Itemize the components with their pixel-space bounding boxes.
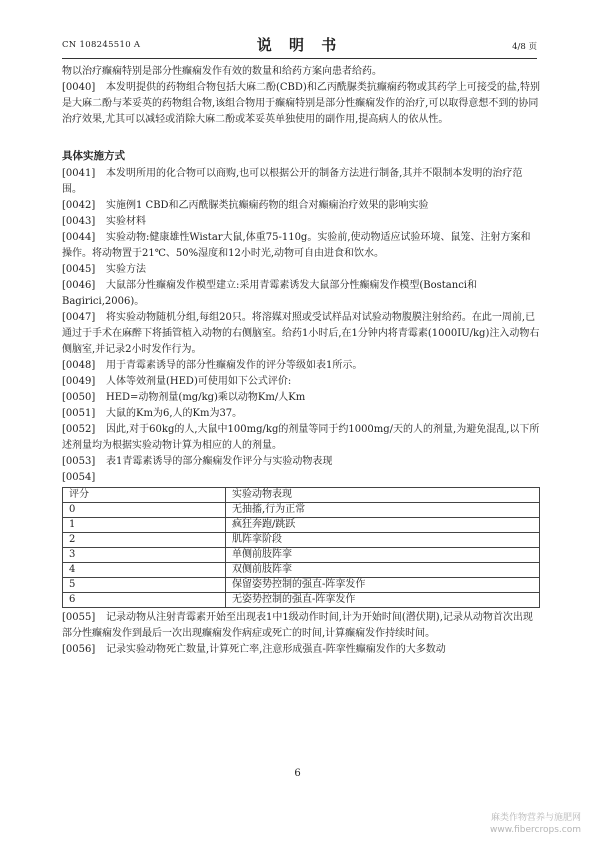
paragraph-number: [0056] xyxy=(62,644,96,655)
paragraph-text: 记录动物从注射青霉素开始至出现表1中1级动作时间,计为开始时间(潜伏期),记录从动物首次出现部分性癫痫发作到最后一次出现癫痫发作病症或死亡的时间,计算癫痫发作持续时间。 xyxy=(62,612,533,639)
table-cell: 1 xyxy=(63,518,226,533)
table-cell: 双侧前肢阵挛 xyxy=(226,563,540,578)
paragraph-number: [0052] xyxy=(62,424,96,435)
paragraph xyxy=(62,278,540,310)
table-row xyxy=(63,578,540,593)
paragraph-text: 大鼠的Km为6,人的Km为37。 xyxy=(106,408,243,419)
paragraph-block-recording xyxy=(62,610,540,658)
paragraph xyxy=(62,64,540,80)
paragraph-text: 记录实验动物死亡数量,计算死亡率,注意形成强直-阵挛性癫痫发作的大多数动 xyxy=(106,644,446,655)
paragraph-text: 表1青霉素诱导的部分癫痫发作评分与实验动物表现 xyxy=(106,456,333,467)
paragraph-text: 将实验动物随机分组,每组20只。将溶媒对照或受试样品对试验动物腹膜注射给药。在此一周前,已通过于手术在麻醉下将插管植入动物的右侧脑室。给药1小时后,在1分钟内将青霉素(1000IU/kg)注入动物右侧脑室,并记录2小时发作行为。 xyxy=(62,312,540,355)
paragraph-number: [0055] xyxy=(62,612,96,623)
paragraph-text: 物以治疗癫痫特别是部分性癫痫发作有效的数量和给药方案向患者给药。 xyxy=(62,66,382,77)
page-header xyxy=(62,34,537,54)
paragraph-number: [0041] xyxy=(62,168,96,179)
paragraph xyxy=(62,214,540,230)
header-rule xyxy=(62,58,537,59)
table-cell: 保留姿势控制的强直-阵挛发作 xyxy=(226,578,540,593)
paragraph-text: 用于青霉素诱导的部分性癫痫发作的评分等级如表1所示。 xyxy=(106,360,363,371)
paragraph xyxy=(62,80,540,128)
paragraph-block-methods xyxy=(62,166,540,486)
document-number: CN 108245510 A xyxy=(62,40,141,50)
paragraph-number: [0047] xyxy=(62,312,96,323)
paragraph xyxy=(62,166,540,198)
paragraph-text: 实施例1 CBD和乙丙酰脲类抗癫痫药物的组合对癫痫治疗效果的影响实验 xyxy=(106,200,429,211)
paragraph xyxy=(62,390,540,406)
watermark-url: www.fibercrops.com xyxy=(490,825,581,835)
paragraph-text: 实验动物:健康雄性Wistar大鼠,体重75-110g。实验前,使动物适应试验环境、鼠笼、注射方案和操作。将动物置于21℃、50%湿度和12小时光,动物可自由进食和饮水。 xyxy=(62,232,531,259)
paragraph xyxy=(62,470,540,486)
table-header-row xyxy=(63,488,540,503)
watermark-line: 麻类作物营养与施肥网 xyxy=(490,813,581,823)
section-title: 具体实施方式 xyxy=(62,150,125,162)
paragraph xyxy=(62,610,540,642)
paragraph-text: 本发明所用的化合物可以商购,也可以根据公开的制备方法进行制备,其并不限制本发明的治疗范围。 xyxy=(62,168,523,195)
paragraph xyxy=(62,310,540,358)
paragraph xyxy=(62,642,540,658)
paragraph xyxy=(62,198,540,214)
table-cell: 无抽搐,行为正常 xyxy=(226,503,540,518)
paragraph xyxy=(62,422,540,454)
paragraph-text: 因此,对于60kg的人,大鼠中100mg/kg的剂量等同于约1000mg/天的人的剂量,为避免混乱,以下所述剂量均为根据实验动物计算为相应的人的剂量。 xyxy=(62,424,540,451)
table-cell: 6 xyxy=(63,593,226,608)
paragraph-number: [0051] xyxy=(62,408,96,419)
table-row xyxy=(63,563,540,578)
paragraph-number: [0054] xyxy=(62,472,96,483)
table-cell: 单侧前肢阵挛 xyxy=(226,548,540,563)
watermark xyxy=(490,812,581,836)
paragraph-number: [0045] xyxy=(62,264,96,275)
paragraph-number: [0050] xyxy=(62,392,96,403)
paragraph-number: [0046] xyxy=(62,280,96,291)
table-row xyxy=(63,548,540,563)
paragraph xyxy=(62,358,540,374)
table-cell: 疯狂奔跑/跳跃 xyxy=(226,518,540,533)
scoring-table xyxy=(62,487,540,608)
paragraph-number: [0042] xyxy=(62,200,96,211)
paragraph-number: [0048] xyxy=(62,360,96,371)
table-cell: 4 xyxy=(63,563,226,578)
paragraph-number: [0040] xyxy=(62,82,96,93)
paragraph-text: 大鼠部分性癫痫发作模型建立:采用青霉素诱发大鼠部分性癫痫发作模型(Bostanci和Bagirici,2006)。 xyxy=(62,280,477,307)
table-row xyxy=(63,533,540,548)
paragraph xyxy=(62,262,540,278)
table-header-cell: 评分 xyxy=(63,488,226,503)
document-title: 说 明 书 xyxy=(256,36,343,54)
table-cell: 无姿势控制的强直-阵挛发作 xyxy=(226,593,540,608)
paragraph-text: HED=动物剂量(mg/kg)乘以动物Km/人Km xyxy=(106,392,306,403)
paragraph-block-intro xyxy=(62,64,540,128)
table-cell: 5 xyxy=(63,578,226,593)
table-cell: 3 xyxy=(63,548,226,563)
page-number: 6 xyxy=(294,768,301,779)
table-row xyxy=(63,518,540,533)
paragraph-text: 实验材料 xyxy=(106,216,146,227)
paragraph xyxy=(62,374,540,390)
paragraph-text: 人体等效剂量(HED)可使用如下公式评价: xyxy=(106,376,292,387)
table-cell: 0 xyxy=(63,503,226,518)
paragraph-text: 实验方法 xyxy=(106,264,146,275)
table-header-cell: 实验动物表现 xyxy=(226,488,540,503)
paragraph xyxy=(62,230,540,262)
paragraph xyxy=(62,454,540,470)
document-body xyxy=(62,64,540,658)
paragraph-text: 本发明提供的药物组合物包括大麻二酚(CBD)和乙丙酰脲类抗癫痫药物或其药学上可接受的盐,特别是大麻二酚与苯妥英的药物组合物,该组合物用于癫痫特别是部分性癫痫发作的治疗,可以取得意想不到的协同治疗效果,尤其可以减轻或消除大麻二酚或苯妥英单独使用的副作用,提高病人的依从性。 xyxy=(62,82,540,125)
paragraph xyxy=(62,406,540,422)
paragraph-number: [0043] xyxy=(62,216,96,227)
paragraph-number: [0053] xyxy=(62,456,96,467)
table-row xyxy=(63,503,540,518)
table-row xyxy=(63,593,540,608)
page-indicator: 4/8 页 xyxy=(512,42,537,52)
table-cell: 2 xyxy=(63,533,226,548)
paragraph-number: [0049] xyxy=(62,376,96,387)
paragraph-number: [0044] xyxy=(62,232,96,243)
table-cell: 肌阵挛阶段 xyxy=(226,533,540,548)
